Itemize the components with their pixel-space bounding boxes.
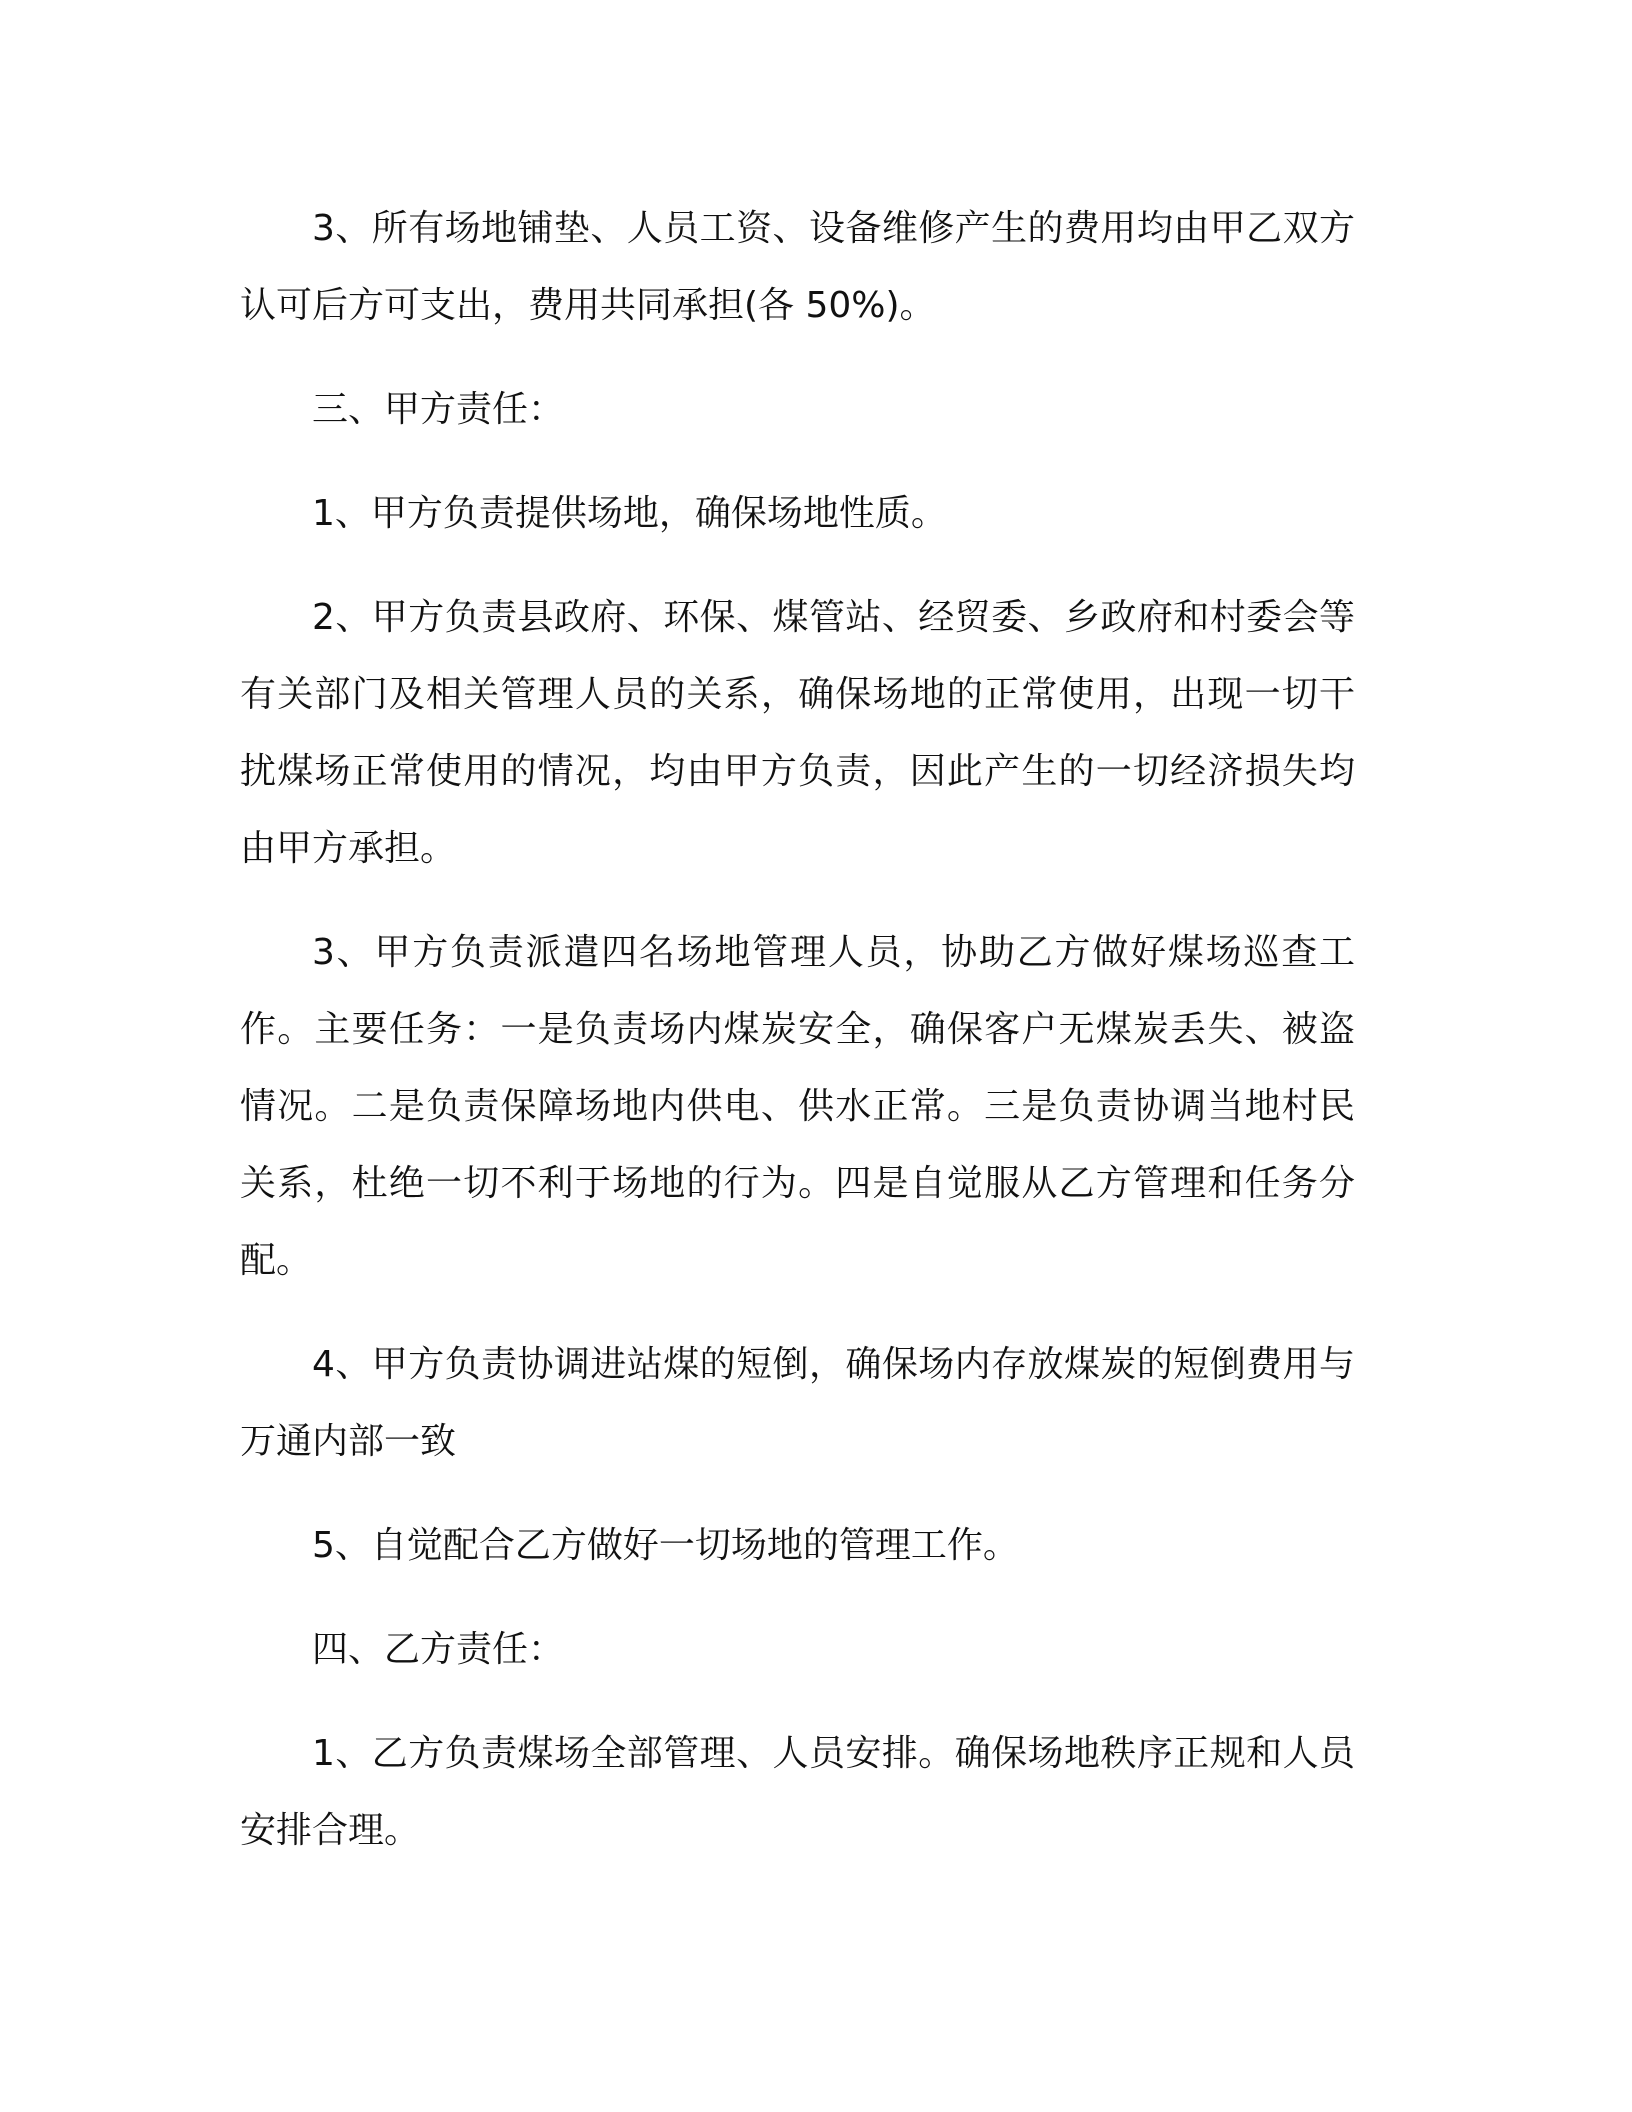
heading-party-a-responsibilities: 三、甲方责任： [312, 389, 565, 430]
paragraph-party-a-item-5: 5、自觉配合乙方做好一切场地的管理工作。 [312, 1525, 1019, 1566]
paragraph-party-a-item-4: 4、甲方负责协调进站煤的短倒，确保场内存放煤炭的短倒费用与万通内部一致 [240, 1344, 1355, 1462]
paragraph-party-a-item-1: 1、甲方负责提供场地，确保场地性质。 [312, 493, 947, 534]
paragraph-party-a-item-2: 2、甲方负责县政府、环保、煤管站、经贸委、乡政府和村委会等有关部门及相关管理人员的关系，确保场地的正常使用，出现一切干扰煤场正常使用的情况，均由甲方负责，因此产生的一切经济损失均由甲方承担。 [240, 597, 1355, 869]
paragraph-party-b-item-1: 1、乙方负责煤场全部管理、人员安排。确保场地秩序正规和人员安排合理。 [240, 1733, 1355, 1851]
heading-party-b-responsibilities: 四、乙方责任： [312, 1629, 565, 1670]
paragraph-expense-sharing: 3、所有场地铺垫、人员工资、设备维修产生的费用均由甲乙双方认可后方可支出，费用共同承担(各 50%)。 [240, 208, 1355, 326]
document-page [240, 190, 1355, 1896]
paragraph-party-a-item-3: 3、甲方负责派遣四名场地管理人员，协助乙方做好煤场巡查工作。主要任务：一是负责场内煤炭安全，确保客户无煤炭丢失、被盗情况。二是负责保障场地内供电、供水正常。三是负责协调当地村民关系，杜绝一切不利于场地的行为。四是自觉服从乙方管理和任务分配。 [240, 932, 1355, 1281]
